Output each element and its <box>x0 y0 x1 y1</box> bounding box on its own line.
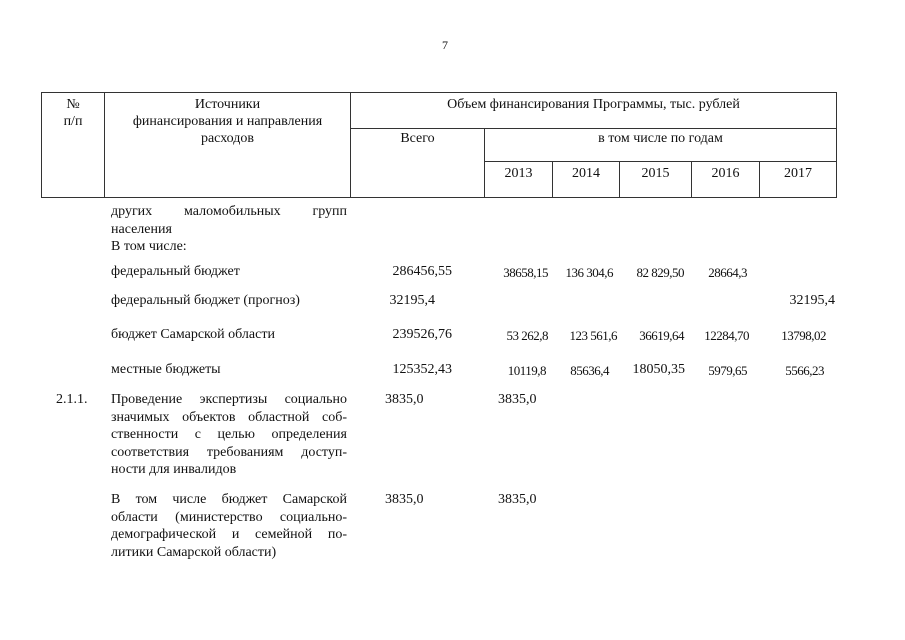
item-2-1-1-samara-line-3: демографической и семейной по- <box>111 527 347 542</box>
federal-2015: 82 829,50 <box>636 265 684 280</box>
local-2015: 18050,35 <box>632 362 685 377</box>
federal-label: федеральный бюджет <box>111 264 240 279</box>
header-by-years: в том числе по годам <box>598 131 723 146</box>
continuation-line-3: В том числе: <box>111 239 187 254</box>
header-sources-line-2: финансирования и направления <box>132 114 323 129</box>
header-year-2015: 2015 <box>641 166 670 181</box>
table-border-top <box>41 92 837 93</box>
samara-2017: 13798,02 <box>781 328 826 343</box>
header-num-line-1: № <box>66 97 80 112</box>
header-volume: Объем финансирования Программы, тыс. рублей <box>447 97 740 112</box>
header-year-2016: 2016 <box>711 166 740 181</box>
header-total: Всего <box>400 131 435 146</box>
header-year-2017: 2017 <box>784 166 812 181</box>
samara-total: 239526,76 <box>392 327 452 342</box>
continuation-text <box>111 203 347 256</box>
item-2-1-1-line-1: Проведение экспертизы социально <box>111 392 347 407</box>
header-year-2013: 2013 <box>504 166 533 181</box>
federal-forecast-total: 32195,4 <box>389 293 435 308</box>
federal-2013: 38658,15 <box>503 265 548 280</box>
item-2-1-1-samara-line-2: области (министерство социально- <box>111 509 347 525</box>
local-2013: 10119,8 <box>507 363 546 378</box>
item-2-1-1-line-2: значимых объектов областной соб- <box>111 409 347 425</box>
federal-total: 286456,55 <box>392 264 452 279</box>
continuation-line-2: населения <box>111 221 172 237</box>
item-2-1-1-samara-line-1: В том числе бюджет Самарской <box>111 492 347 507</box>
continuation-line-1: других маломобильных групп <box>111 204 347 219</box>
item-2-1-1-samara-line-4: литики Самарской области) <box>111 544 277 560</box>
federal-forecast-label: федеральный бюджет (прогноз) <box>111 293 300 308</box>
header-sources-line-3: расходов <box>200 131 255 146</box>
samara-2015: 36619,64 <box>639 328 684 343</box>
local-label: местные бюджеты <box>111 362 221 377</box>
local-2016: 5979,65 <box>708 363 747 378</box>
federal-2016: 28664,3 <box>708 265 747 280</box>
header-border-bottom <box>41 197 837 198</box>
header-divider-volume <box>350 128 837 129</box>
item-2-1-1-description <box>111 391 347 479</box>
samara-2013: 53 262,8 <box>506 328 548 343</box>
local-2014: 85636,4 <box>570 363 609 378</box>
header-sources-line-1: Источники <box>194 97 261 112</box>
item-2-1-1-samara-description <box>111 491 347 561</box>
item-2-1-1-number: 2.1.1. <box>56 392 88 407</box>
local-2017: 5566,23 <box>785 363 824 378</box>
item-2-1-1-line-3: ственности с целью определения <box>111 427 347 442</box>
item-2-1-1-samara-total: 3835,0 <box>385 492 424 507</box>
federal-forecast-2017: 32195,4 <box>789 293 835 308</box>
table-border-right <box>836 92 837 198</box>
header-num-line-2: п/п <box>63 114 83 129</box>
item-2-1-1-samara-2013: 3835,0 <box>498 492 537 507</box>
item-2-1-1-total: 3835,0 <box>385 392 424 407</box>
item-2-1-1-line-5: ности для инвалидов <box>111 462 237 477</box>
local-total: 125352,43 <box>392 362 452 377</box>
samara-2016: 12284,70 <box>704 328 749 343</box>
item-2-1-1-line-4: соответствия требованиям доступ- <box>111 444 347 460</box>
page-number: 7 <box>442 38 448 52</box>
federal-2014: 136 304,6 <box>565 265 613 280</box>
samara-label: бюджет Самарской области <box>111 327 275 342</box>
header-year-2014: 2014 <box>572 166 600 181</box>
header-divider-years <box>484 161 837 162</box>
samara-2014: 123 561,6 <box>569 328 617 343</box>
item-2-1-1-2013: 3835,0 <box>498 392 537 407</box>
